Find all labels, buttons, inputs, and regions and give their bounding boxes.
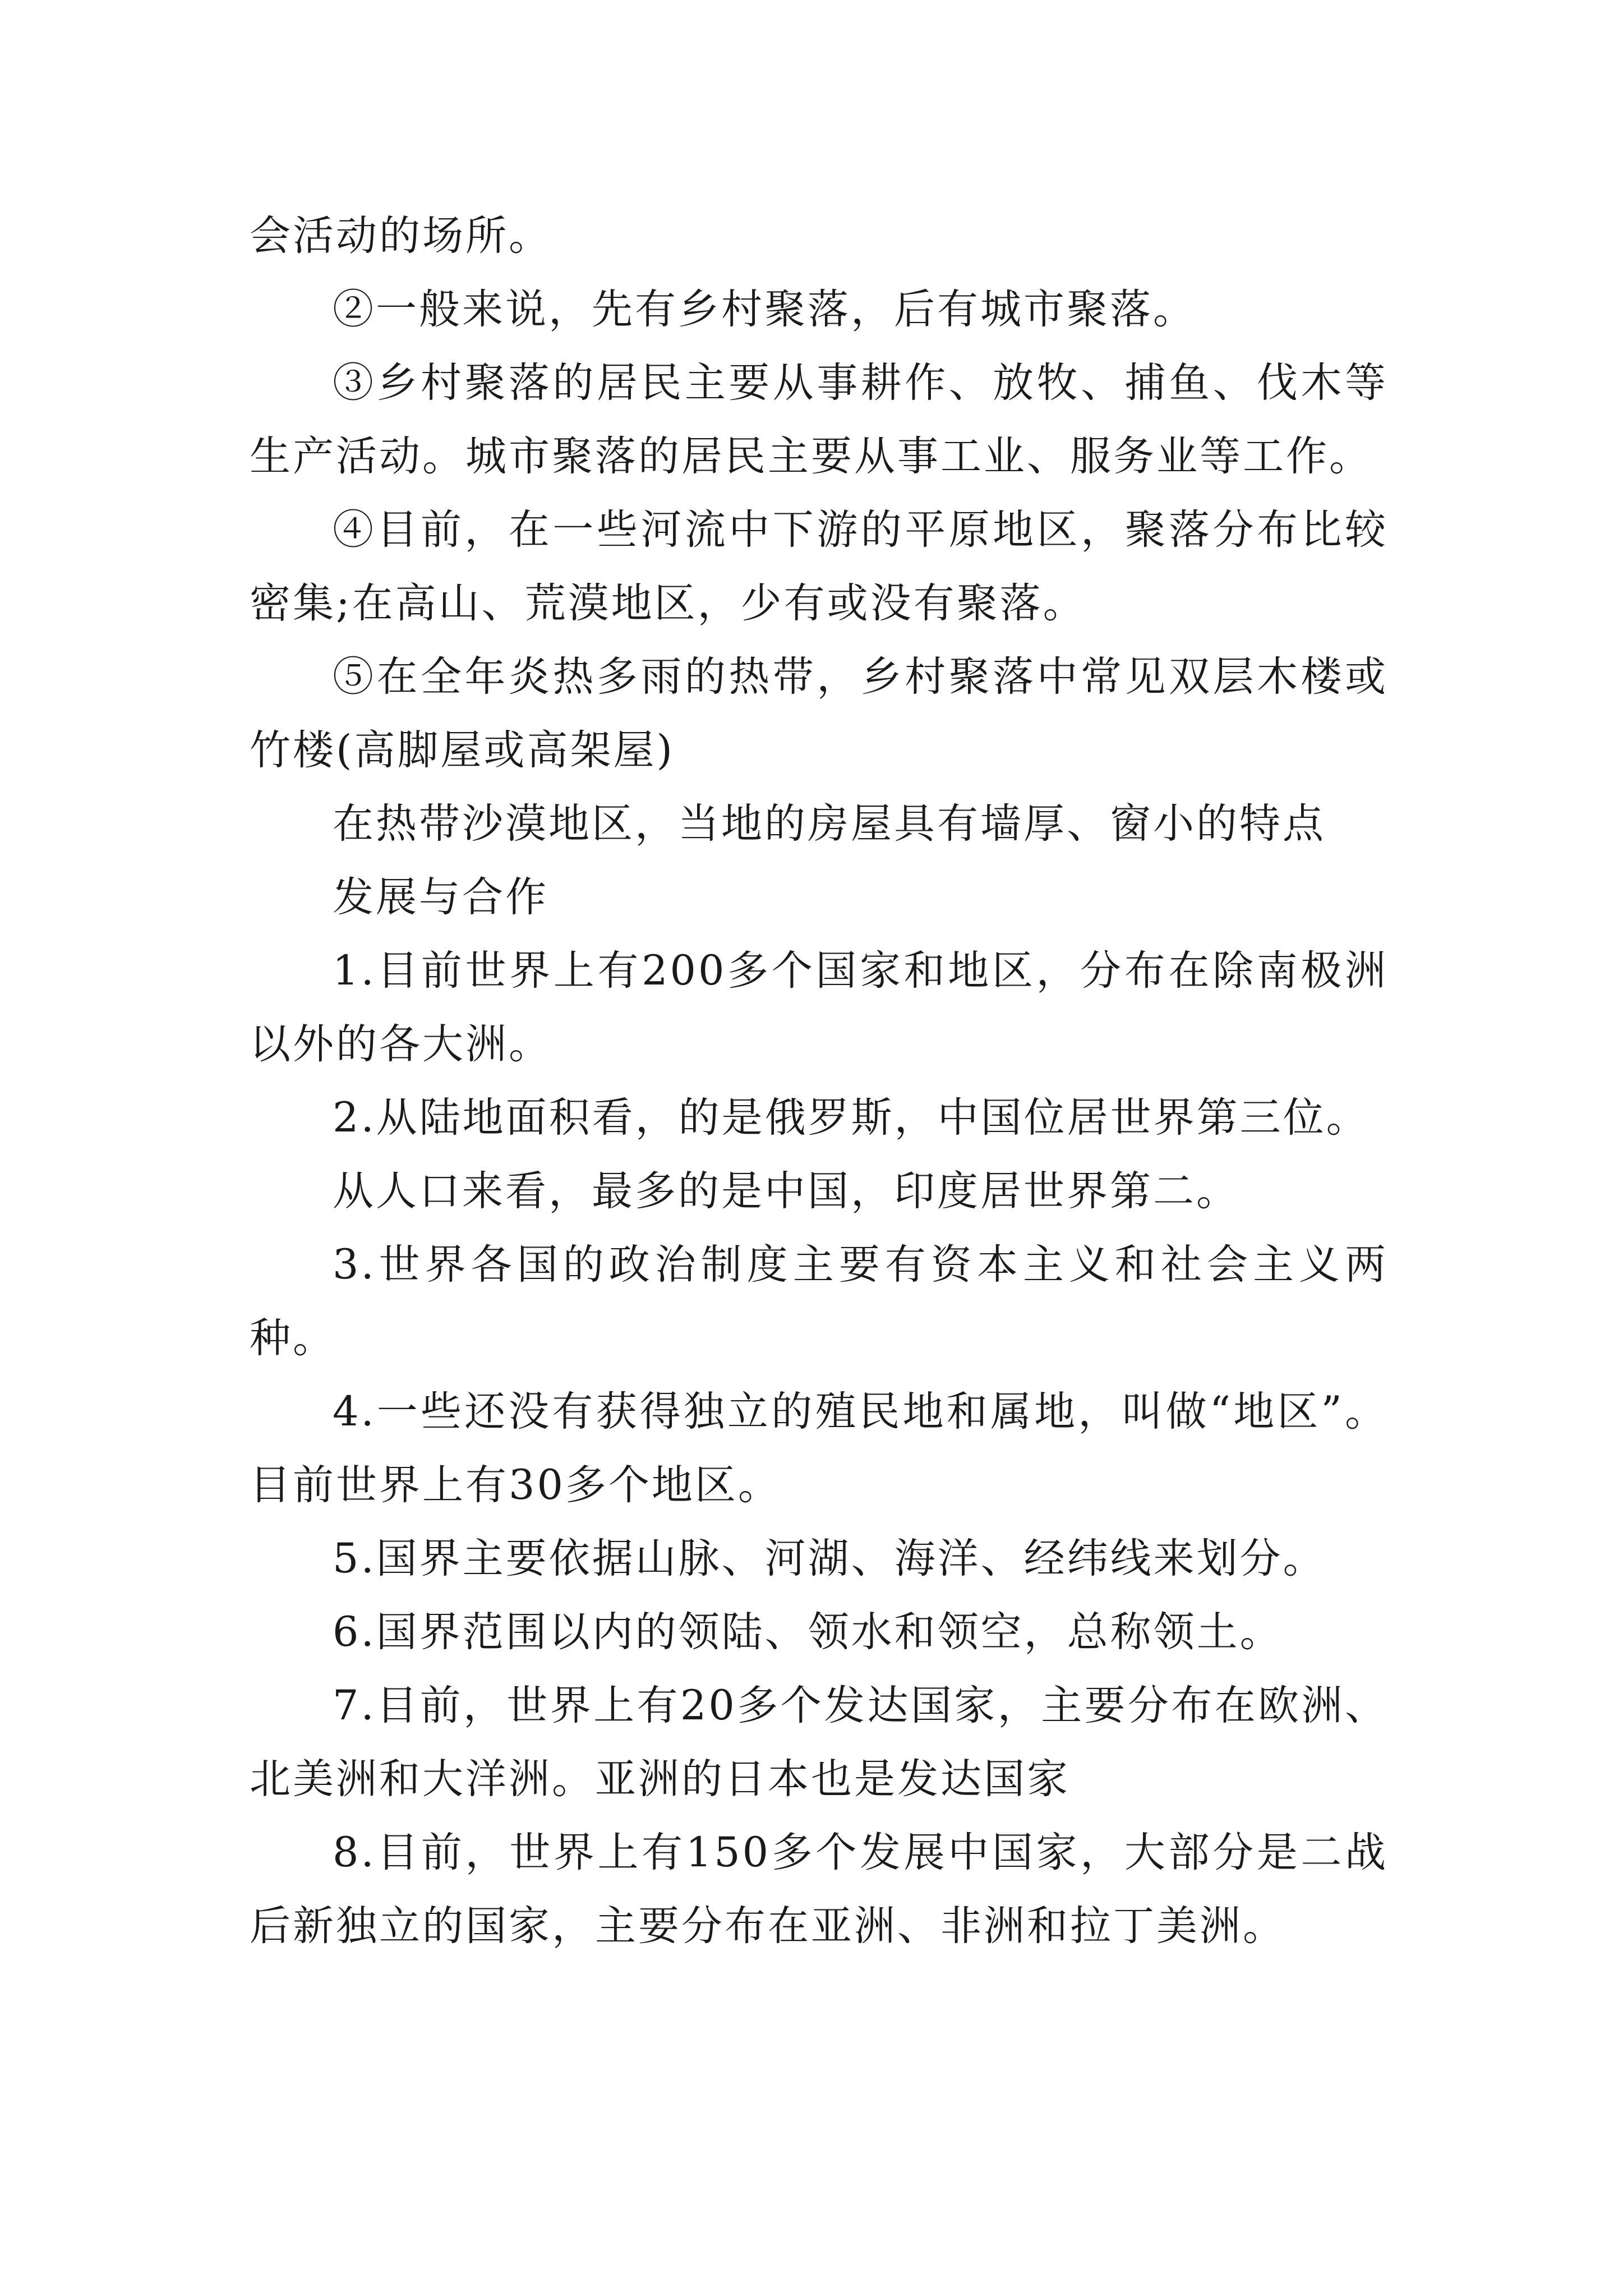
list-item: 4.一些还没有获得独立的殖民地和属地，叫做“地区”。目前世界上有30多个地区。 <box>250 1388 1388 1509</box>
paragraph: ③乡村聚落的居民主要从事耕作、放牧、捕鱼、伐木等生产活动。城市聚落的居民主要从事工业、服务业等工作。 <box>250 359 1388 480</box>
paragraph: 会活动的场所。 <box>250 212 552 260</box>
paragraph: ④目前，在一些河流中下游的平原地区，聚落分布比较密集;在高山、荒漠地区，少有或没有聚落。 <box>250 506 1388 627</box>
paragraph: 从人口来看，最多的是中国，印度居世界第二。 <box>333 1167 1239 1215</box>
section-heading: 发展与合作 <box>333 873 548 921</box>
paragraph: ②一般来说，先有乡村聚落，后有城市聚落。 <box>333 286 1196 333</box>
paragraph: ⑤在全年炎热多雨的热带，乡村聚落中常见双层木楼或竹楼(高脚屋或高架屋) <box>250 653 1388 774</box>
paragraph: 在热带沙漠地区，当地的房屋具有墙厚、窗小的特点 <box>333 800 1326 848</box>
list-item: 3.世界各国的政治制度主要有资本主义和社会主义两种。 <box>250 1241 1388 1362</box>
list-item: 2.从陆地面积看，的是俄罗斯，中国位居世界第三位。 <box>333 1094 1370 1142</box>
document-body <box>250 199 1388 1963</box>
list-item: 6.国界范围以内的领陆、领水和领空，总称领土。 <box>333 1608 1283 1656</box>
list-item: 8.目前，世界上有150多个发展中国家，大部分是二战后新独立的国家，主要分布在亚洲、非洲和拉丁美洲。 <box>250 1829 1388 1950</box>
list-item: 7.目前，世界上有20多个发达国家，主要分布在欧洲、北美洲和大洋洲。亚洲的日本也是发达国家 <box>250 1682 1388 1803</box>
list-item: 5.国界主要依据山脉、河湖、海洋、经纬线来划分。 <box>333 1535 1326 1582</box>
list-item: 1.目前世界上有200多个国家和地区，分布在除南极洲以外的各大洲。 <box>250 947 1388 1068</box>
